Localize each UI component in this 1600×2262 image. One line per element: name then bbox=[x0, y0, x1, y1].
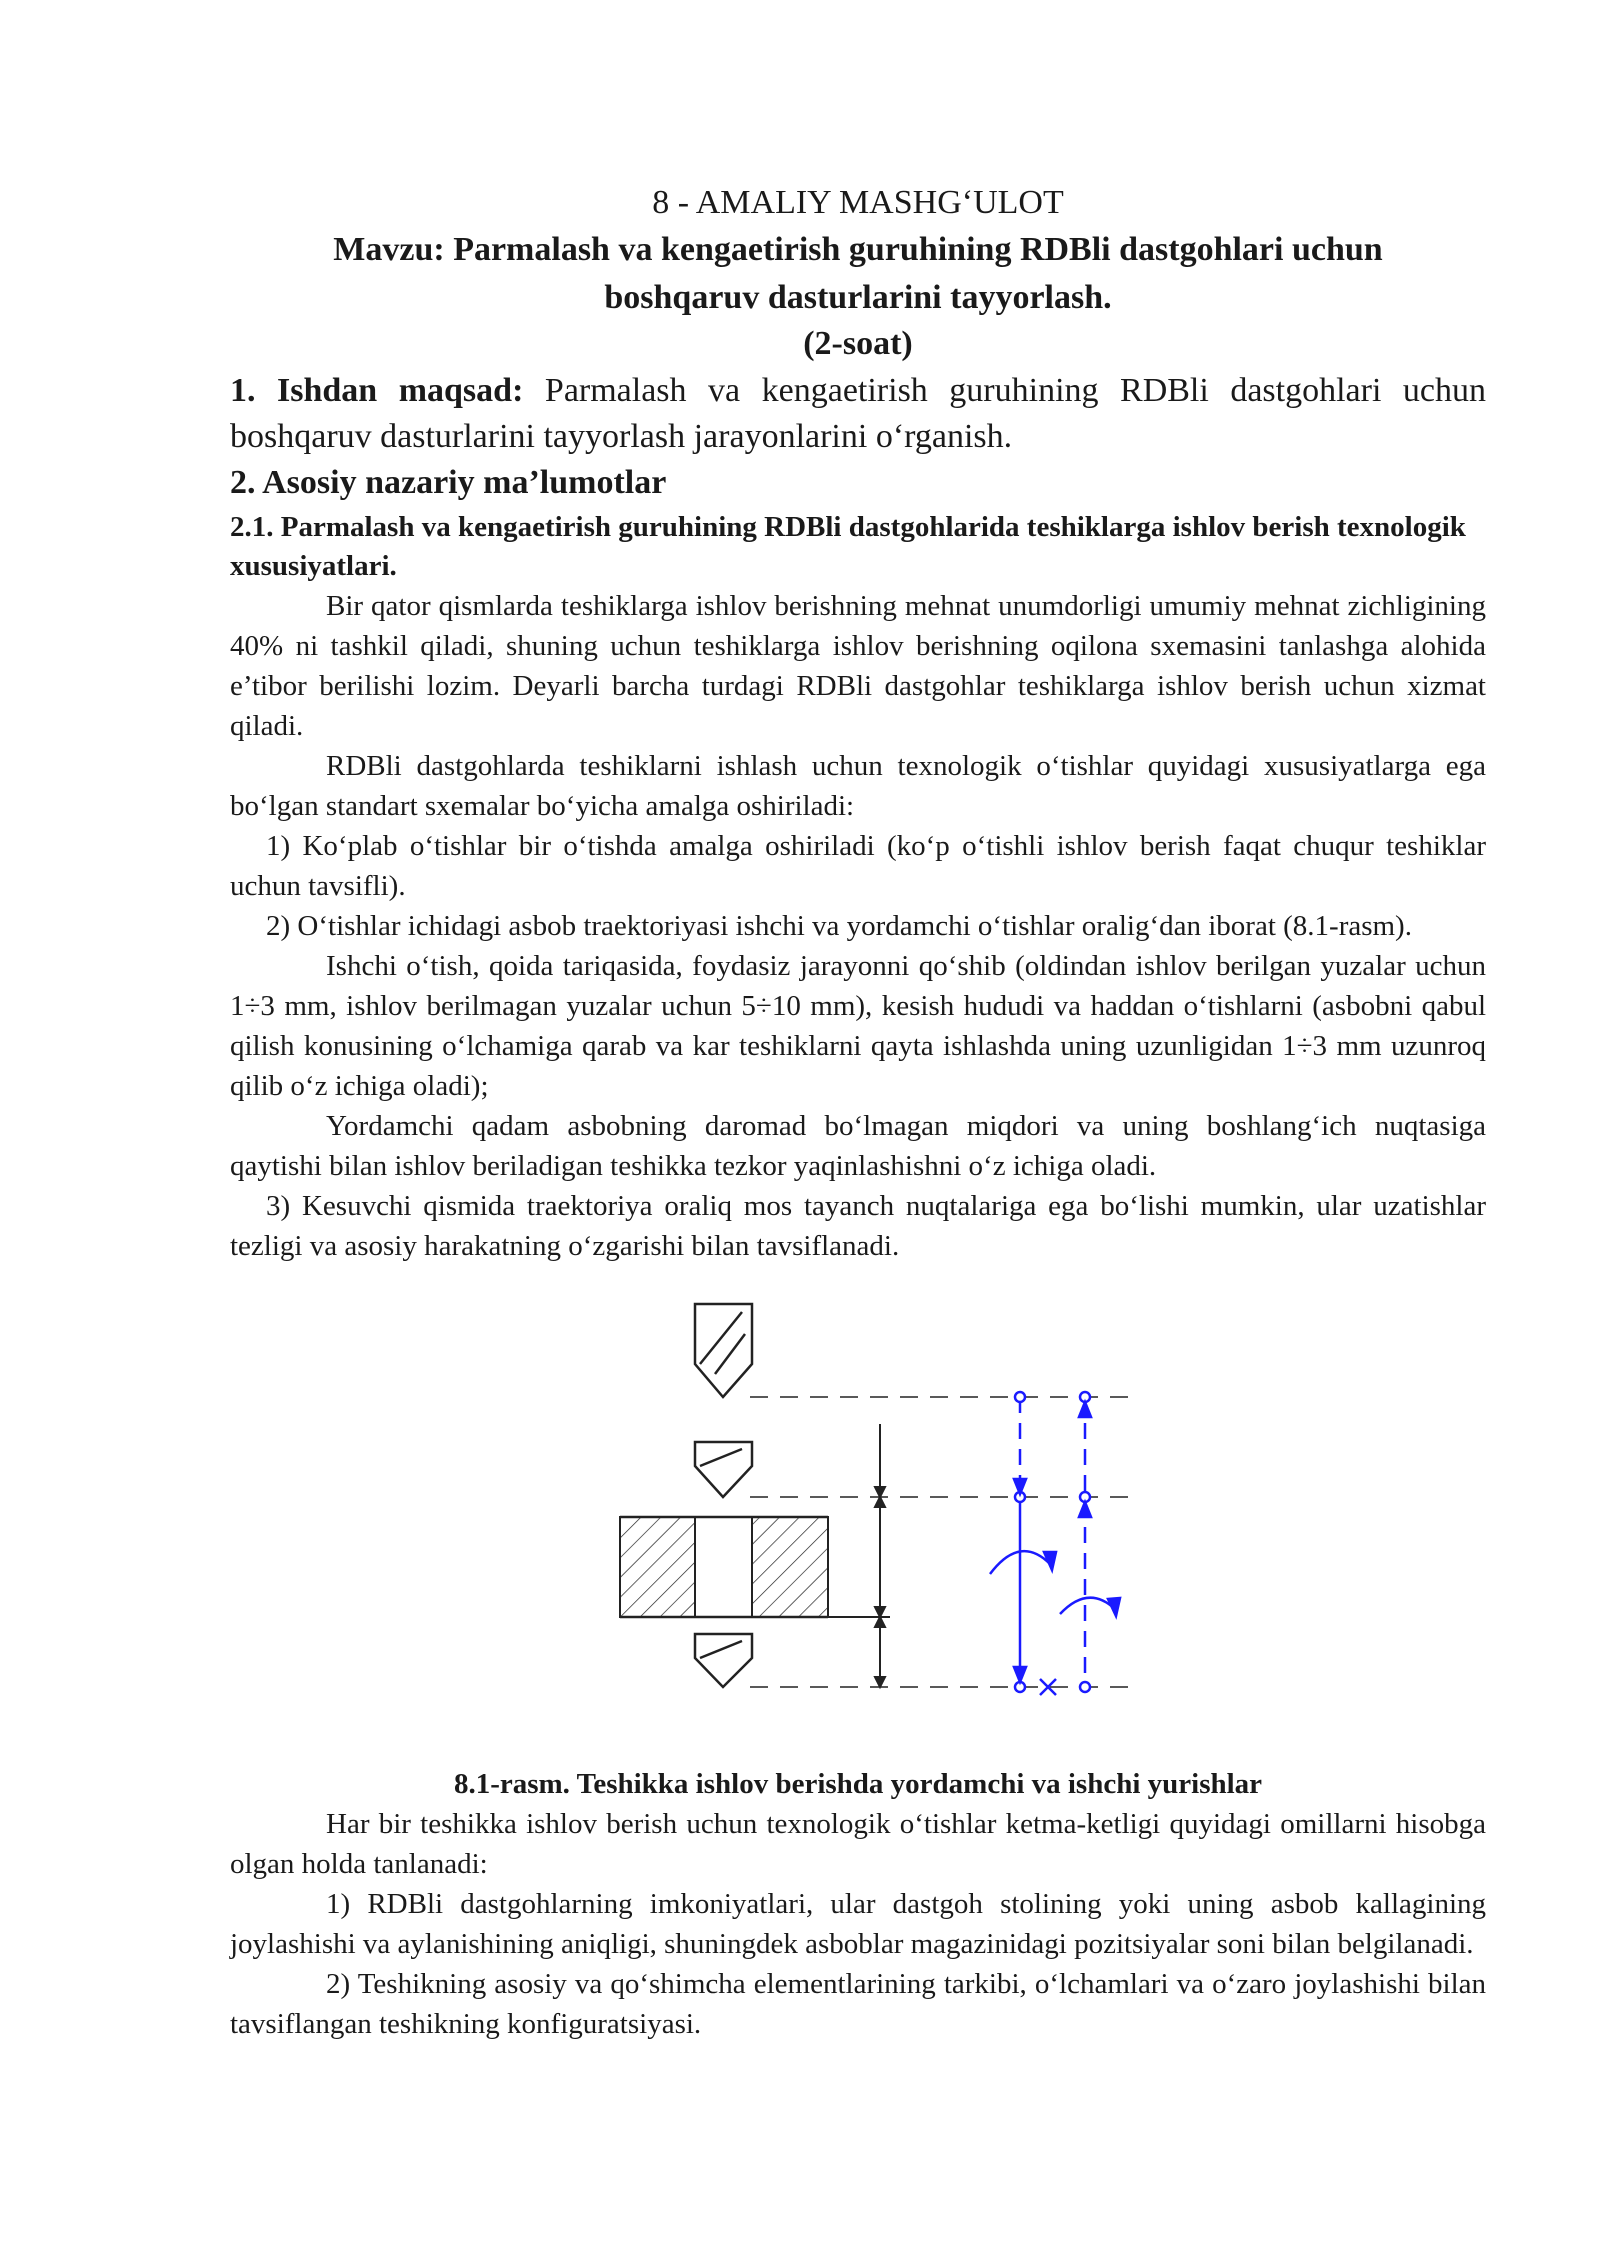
section-1-text: Parmalash va kengaetirish guruhining RDBli dastgohlari uchun boshqaruv dasturlarini tayyorlash jarayonlarini o‘rganish. bbox=[230, 372, 1486, 455]
figure-caption: 8.1-rasm. Teshikka ishlov berishda yordamchi va ishchi yurishlar bbox=[453, 1768, 1263, 1800]
list-item: 2) Teshikning asosiy va qo‘shimcha elementlarining tarkibi, o‘lchamlari va o‘zaro joylashishi bilan tavsiflangan teshikning konfiguratsiyasi. bbox=[230, 1968, 1486, 2040]
figure-8-1 bbox=[230, 1294, 1486, 1764]
document-page bbox=[230, 180, 1486, 2044]
topic-line-1: Mavzu: Parmalash va kengaetirish guruhining RDBli dastgohlari uchun bbox=[333, 231, 1383, 268]
workpiece bbox=[620, 1517, 828, 1617]
return-stroke-path bbox=[1060, 1392, 1120, 1692]
hours-label: (2-soat) bbox=[803, 325, 913, 362]
topic-line-2: boshqaruv dasturlarini tayyorlash. bbox=[604, 279, 1112, 316]
section-1-label: 1. Ishdan maqsad: bbox=[230, 372, 524, 409]
drill-top bbox=[695, 1304, 752, 1397]
exercise-number: 8 - AMALIY MASHG‘ULOT bbox=[652, 184, 1064, 221]
list-item: 1) Ko‘plab o‘tishlar bir o‘tishda amalga oshiriladi (ko‘p o‘tishli ishlov berish faqat chuqur teshiklar uchun tavsifli). bbox=[230, 830, 1486, 902]
dimension-lines bbox=[828, 1424, 890, 1687]
paragraph: Ishchi o‘tish, qoida tariqasida, foydasiz jarayonni qo‘shib (oldindan ishlov berilgan yuzalar uchun 1÷3 mm, ishlov berilmagan yuzalar uchun 5÷10 mm), kesish hududi va haddan o‘tishlarni (asbobni qabul qilish konusining o‘lchamiga qarab va kar teshiklarni qayta ishlashda uning uzunligidan 1÷3 mm uzunroq qilib o‘z ichiga oladi); bbox=[230, 950, 1486, 1102]
paragraph: Bir qator qismlarda teshiklarga ishlov berishning mehnat unumdorligi umumiy mehnat zichligining 40% ni tashkil qiladi, shuning uchun teshiklarga ishlov berishning oqilona sxemasini tanlashga alohida e’tibor berilishi lozim. Deyarli barcha turdagi RDBli dastgohlar teshiklarga ishlov berish uchun xizmat qiladi. bbox=[230, 590, 1486, 742]
list-item: 1) RDBli dastgohlarning imkoniyatlari, ular dastgoh stolining yoki uning asbob kallagining joylashishi va aylanishining aniqligi, shuningdek asboblar magazinidagi pozitsiyalar soni bilan belgilanadi. bbox=[230, 1888, 1486, 1960]
paragraph: Har bir teshikka ishlov berish uchun texnologik o‘tishlar ketma-ketligi quyidagi omillarni hisobga olgan holda tanlanadi: bbox=[230, 1808, 1486, 1880]
section-2-1-title: 2.1. Parmalash va kengaetirish guruhining RDBli dastgohlarida teshiklarga ishlov berish texnologik xususiyatlari. bbox=[230, 511, 1466, 582]
drill-mid bbox=[695, 1442, 752, 1497]
drill-bottom bbox=[695, 1634, 752, 1687]
tool-paths-diagram bbox=[230, 1294, 1486, 1764]
paragraph: Yordamchi qadam asbobning daromad bo‘lmagan miqdori va uning boshlang‘ich nuqtasiga qaytishi bilan ishlov beriladigan teshikka tezkor yaqinlashishni o‘z ichiga oladi. bbox=[230, 1110, 1486, 1182]
list-item: 3) Kesuvchi qismida traektoriya oraliq mos tayanch nuqtalariga ega bo‘lishi mumkin, ular uzatishlar tezligi va asosiy harakatning o‘zgarishi bilan tavsiflanadi. bbox=[230, 1190, 1486, 1262]
section-1-goal bbox=[230, 368, 1486, 460]
section-2-title: 2. Asosiy nazariy ma’lumotlar bbox=[230, 464, 667, 501]
working-stroke-path bbox=[990, 1392, 1056, 1695]
list-item: 2) O‘tishlar ichidagi asbob traektoriyasi ishchi va yordamchi o‘tishlar oralig‘dan iborat (8.1-rasm). bbox=[266, 910, 1412, 942]
paragraph: RDBli dastgohlarda teshiklarni ishlash uchun texnologik o‘tishlar quyidagi xususiyatlarga ega bo‘lgan standart sxemalar bo‘yicha amalga oshiriladi: bbox=[230, 750, 1486, 822]
